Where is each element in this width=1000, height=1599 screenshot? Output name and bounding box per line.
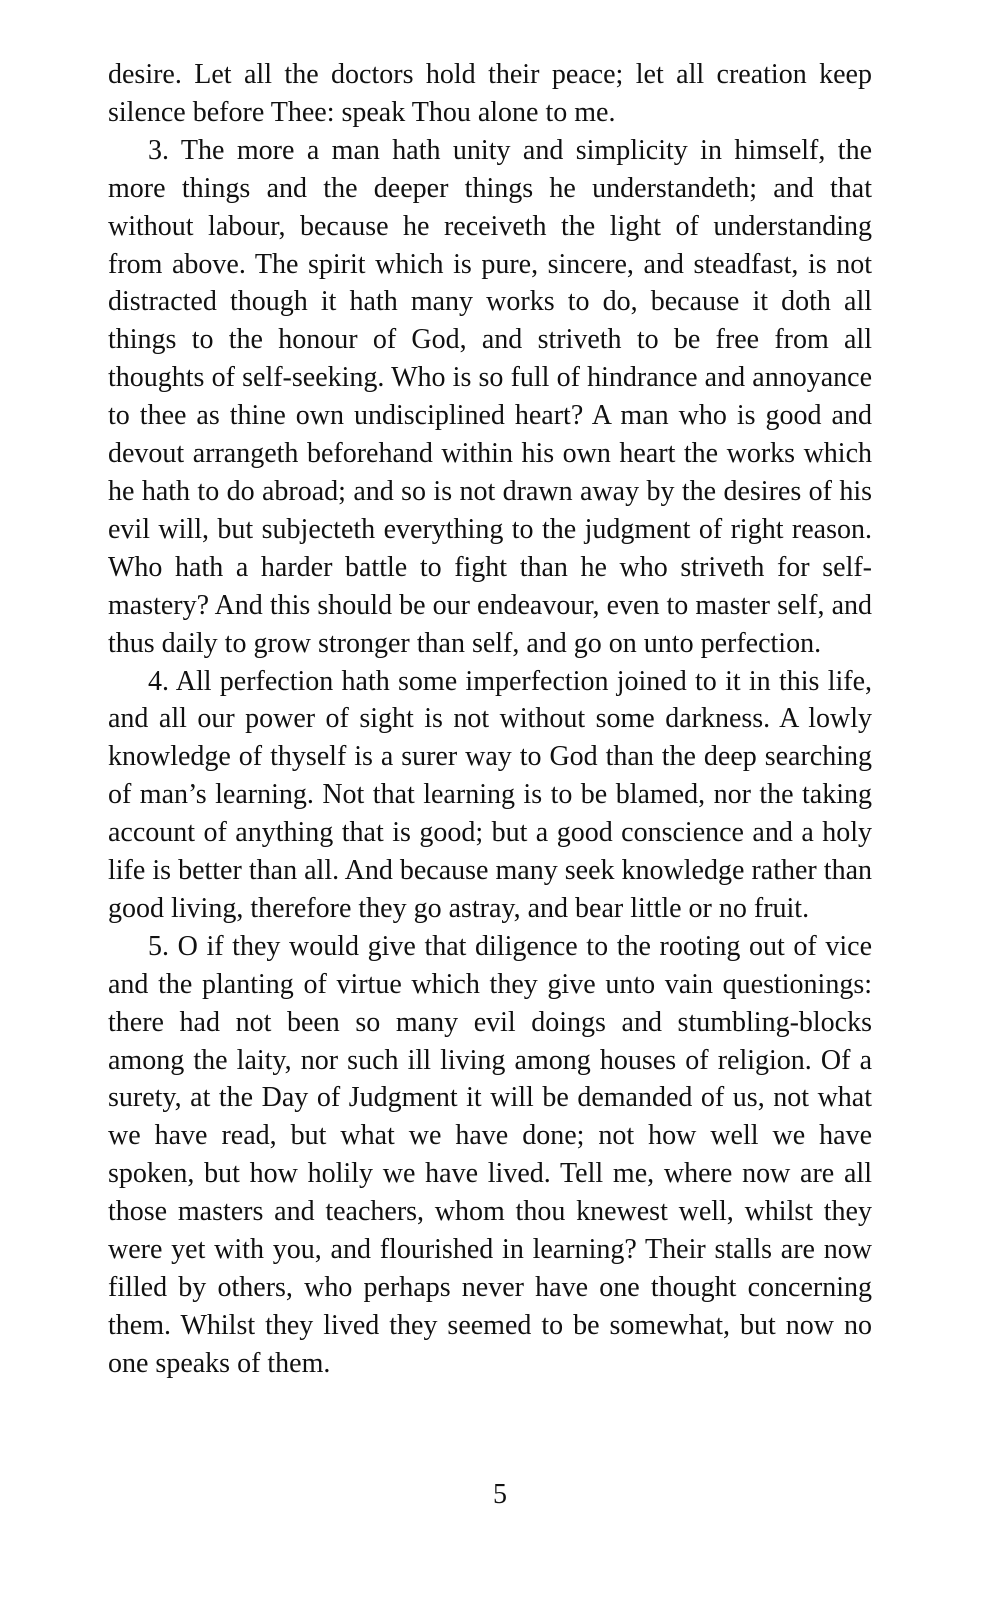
paragraph-5: 5. O if they would give that diligence to the rooting out of vice and the planting of virtue which they give unto vain questionings: there had not been so many evil doings and stumbling-blocks among the laity, nor such ill living among houses of religion. Of a surety, at the Day of Judgment it will be demanded of us, not what we have read, but what we have done; not how well we have spoken, but how holily we have lived. Tell me, where now are all those masters and teachers, whom thou knewest well, whilst they were yet with you, and flourished in learning? Their stalls are now filled by others, who perhaps never have one thought concerning them. Whilst they lived they seemed to be somewhat, but now no one speaks of them. — [108, 930, 872, 1379]
paragraph-continued: desire. Let all the doctors hold their peace; let all creation keep silence before Thee: speak Thou alone to me. — [108, 59, 872, 128]
paragraph-4: 4. All perfection hath some imperfection joined to it in this life, and all our power of sight is not without some darkness. A lowly knowledge of thyself is a surer way to God than the deep searching of man’s learning. Not that learning is to be blamed, nor the taking account of anything that is good; but a good conscience and a holy life is better than all. And because many seek knowledge rather than good living, therefore they go astray, and bear little or no fruit. — [108, 665, 872, 924]
paragraph-3: 3. The more a man hath unity and simplicity in himself, the more things and the deeper things he understandeth; and that without labour, because he receiveth the light of understanding from above. The spirit which is pure, sincere, and steadfast, is not distracted though it hath many works to do, because it doth all things to the honour of God, and striveth to be free from all thoughts of self-seeking. Who is so full of hindrance and annoyance to thee as thine own undisciplined heart? A man who is good and devout arrangeth beforehand within his own heart the works which he hath to do abroad; and so is not drawn away by the desires of his evil will, but subjecteth everything to the judgment of right reason. Who hath a harder battle to fight than he who striveth for self-mastery? And this should be our endeavour, even to master self, and thus daily to grow stronger than self, and go on unto perfection. — [108, 134, 872, 659]
page-body — [108, 56, 872, 1383]
page-number: 5 — [493, 1479, 507, 1510]
